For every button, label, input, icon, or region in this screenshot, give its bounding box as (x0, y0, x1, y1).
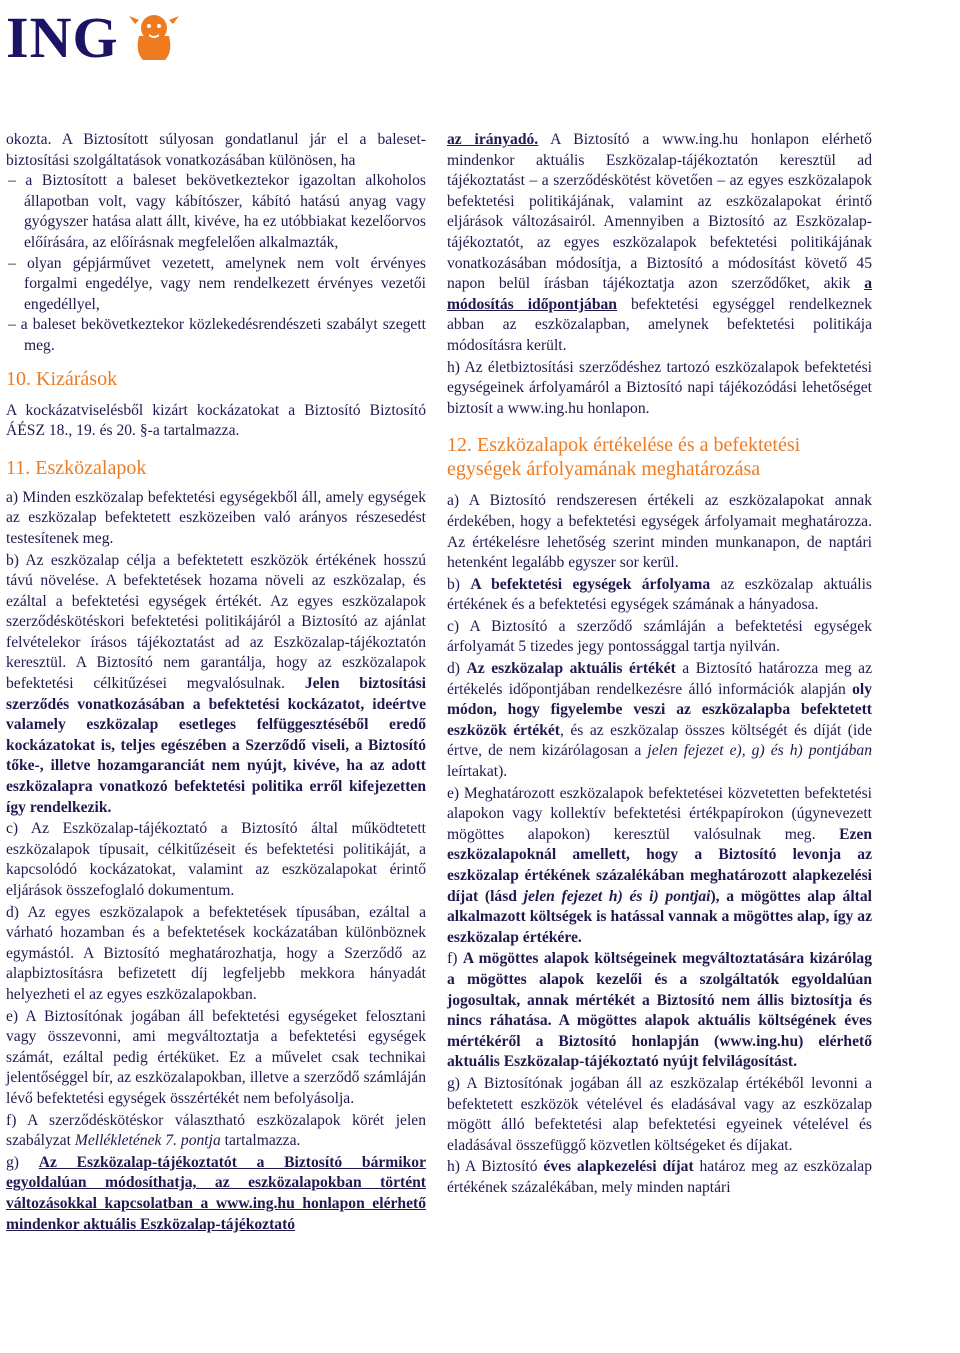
item-11g-label: g) (6, 1153, 39, 1171)
dash-item-3: – a baleset bekövetkeztekor közlekedésrendészeti szabályt szegett meg. (8, 316, 426, 354)
left-column (6, 130, 426, 1235)
item-12g: g) A Biztosítónak jogában áll az eszközalap értékéből levonni a befektetett eszközök vételével és eladásával vagy az eszközalap mögött álló befektetési alap befektetési egyeinek vételével és eladásával összefüggő közvetlen költségeket és díjakat. (447, 1074, 872, 1154)
section-10-text: A kockázatviselésből kizárt kockázatokat a Biztosító Biztosító ÁÉSZ 18., 19. és 20. §-a tartalmazza. (6, 401, 426, 440)
item-12d-label: d) (447, 660, 467, 678)
cont-text: A Biztosító a www.ing.hu honlapon elérhető mindenkor aktuális Eszközalap-tájékoztatón keresztül ad tájékoztatást – a szerződéskötést követően – az egyes eszközalapok befektetési politikájának, valamint az eszközalapokat érintő eljárások változásairól. Amennyiben a Biztosító az Eszközalap-tájékoztatót, az egyes eszközalapok befektetési politikájának vonatkozásában módosítja, a Biztosító a módosítást követő 45 napon belül írásban tájékoztatja azon szerződőket, akik (447, 131, 872, 293)
item-12d-bold-2: oly módon, hogy figyelembe veszi az eszközalapba befektetett eszközök értékét (447, 680, 872, 739)
item-12b-text: az eszközalap aktuális értékének és a befektetési egységek számának a hányadosa. (447, 575, 872, 614)
item-12h (447, 1157, 872, 1198)
item-12d (447, 659, 872, 783)
item-11e: e) A Biztosítónak jogában áll befektetési egységeket felosztani vagy összevonni, ami megváltoztatja a befektetési egységek számát, ezáltal pedig értéküket. Ez a művelet csak technikai jelentőséggel bír, az eszközalapokban, illetve a szerződő számláján lévő befektetési egységek összértékét nem befolyásolja. (6, 1007, 426, 1107)
item-12e (447, 784, 872, 949)
item-12a: a) A Biztosító rendszeresen értékeli az eszközalapokat annak érdekében, hogy a befektetési egységek árfolyamait meghatározza. Az értékelésre lehetőség szerint minden munkanapon, de naptári hetenként legalább egyszer sor kerül. (447, 492, 872, 572)
right-column (447, 130, 872, 1199)
item-12e-italic: jelen fejezet h) és i) pontjai (523, 887, 711, 905)
item-12d-text: a Biztosító határozza meg az értékelés időpontjában rendelkezésre álló információk alapján (447, 660, 872, 698)
item-11f-end: tartalmazza. (220, 1132, 301, 1150)
item-12e-bold: Ezen eszközalapoknál amellett, hogy a Biztosító levonja az eszközalap értékének százalékában meghatározott alapkezelési díjat (lásd (447, 825, 872, 905)
ing-logo (6, 4, 183, 72)
item-12d-italic: jelen fejezet e), g) és h) pontjában (647, 742, 873, 760)
section-10-heading: 10. Kizárások (6, 367, 118, 390)
item-12f-bold: A mögöttes alapok költségeinek megváltoztatására kizárólag a mögöttes alapok kezelői és a szolgáltatók egyoldalúan jogosultak, annak mértékét a Biztosító nem állis biztosítja és nincs ráhatása. A mögöttes alapok aktuális költségének éves mértékéről a Biztosító honlapján (www.ing.hu) elérhető aktuális Eszközalap-tájékoztató nyújt felvilágosítást. (447, 950, 872, 1071)
item-12h-text: h) A Biztosító (447, 1158, 544, 1176)
dash-item-1: – a Biztosított a baleset bekövetkeztekor igazoltan alkoholos állapotban volt, vagy kábítószer, kábító hatású anyag vagy gyógyszer hatása alatt állt, kivéve, ha ez utóbbiakat kezelőorvos előírására, az előírásnak megfelelően alkalmazták, (8, 172, 426, 251)
item-12b (447, 575, 872, 616)
item-11f (6, 1111, 426, 1152)
item-11g (6, 1153, 426, 1235)
item-12b-label: b) (447, 575, 471, 593)
item-12f (447, 949, 872, 1073)
lead-paragraph (6, 130, 426, 171)
item-11g-bold: Az Eszközalap-tájékoztatót a Biztosító bármikor egyoldalúan módosíthatja, az eszközalapokban történt változásokkal kapcsolatban a www.ing.hu honlapon elérhető mindenkor aktuális Eszközalap-tájékoztató (6, 1153, 427, 1233)
item-12b-bold: A befektetési egységek árfolyama (470, 575, 711, 593)
item-11b (6, 551, 426, 819)
item-11h: h) Az életbiztosítási szerződéshez tartozó eszközalapok befektetési egységeinek árfolyamáról a Biztosító napi tájékozódási lehetőséget biztosít a www.ing.hu honlapon. (447, 358, 872, 417)
item-12e-text: e) Meghatározott eszközalapok befektetései közvetetten befektetési alapokon vagy kollektív befektetési értékpapírokon (úgynevezett mögöttes alapokon) keresztül valósulnak meg. (447, 784, 872, 843)
item-11b-bold: Jelen biztosítási szerződés vonatkozásában a befektetési kockázatot, ideértve valamely eszközalap esetleges felfüggesztéséből eredő kockázatokat is, teljes egészében a Szerződő viseli, a Biztosító tőke-, illetve hozamgaranciát nem nyújt, kivéve, ha az adott eszközalapra vonatkozó befektetési politika erről kifejezetten így rendelkezik. (6, 675, 426, 816)
item-11f-text: f) A szerződéskötéskor választható eszközalapok körét jelen szabályzat (6, 1111, 426, 1150)
item-12h-bold: éves alapkezelési díjat (543, 1158, 694, 1176)
section-12-heading: 12. Eszközalapok értékelése és a befektetési egységek árfolyamának meghatározása (447, 434, 801, 481)
item-12e-bold-2: ), a mögöttes alap által alkalmazott költségek is hatással vannak a mögöttes alap, így az eszközalap értékére. (447, 887, 872, 946)
dash-item-2: – olyan gépjárművet vezetett, amelynek nem volt érvényes forgalmi engedélye, vagy nem rendelkezett érvényes vezetői engedéllyel, (8, 254, 426, 313)
item-11c: c) Az Eszközalap-tájékoztató a Biztosító által működtetett eszközalapok típusait, célkitűzéseit és befektetési politikáját, a kapcsolódó kockázatokat, valamint az eszközalapokat érintő eljárások összefoglaló dokumentum. (6, 820, 426, 899)
item-11f-italic: Mellékletének 7. pontja (74, 1132, 221, 1150)
item-11a: a) Minden eszközalap befektetési egységekből áll, amely egységek az eszközalap befektetett eszközeiben való arányos részesedést testesítenek meg. (6, 488, 426, 547)
item-11b-text: b) Az eszközalap célja a befektetett eszközök értékének hosszú távú növelése. A befektetések hozama növeli az eszközalap, és ezáltal a befektetési egységek értékét. Az egyes eszközalapok szerződéskötéskori befektetési politikájáról a Biztosító az ajánlat felvételekor írásos tájékoztatást ad az Eszközalap-tájékoztatón keresztül. A Biztosító nem garantálja, hogy az eszközalapok befektetési célkitűzései megvalósulnak. (6, 551, 426, 693)
item-12d-text-2: , és az eszközalap összes költségét és díját (ide értve, de nem kizárólagosan a (447, 721, 872, 760)
cont-bold-2: a módosítás időpontjában (447, 275, 872, 313)
section-11-heading: 11. Eszközalapok (6, 456, 147, 479)
item-12c: c) A Biztosító a szerződő számláján a befektetési egységek árfolyamát 5 tizedes jegy pontossággal tartja nyilván. (447, 617, 872, 656)
cont-text-2: befektetési egységgel rendelkeznek abban az eszközalapban, amelynek befektetési politikája módosításra került. (447, 295, 872, 354)
item-12d-end: leírtakat). (447, 763, 508, 781)
lead-b: A Biztosított súlyosan gondatlanul jár el a baleset-biztosítási szolgáltatások vonatkozásában különösen, ha (6, 131, 426, 169)
lead-a: okozta. (6, 131, 62, 148)
item-12h-end: határoz meg az eszközalap értékének százalékában, mely minden naptári (447, 1158, 872, 1196)
logo-text: ING (6, 5, 119, 70)
item-11d: d) Az egyes eszközalapok a befektetések típusában, ezáltal a várható hozamban és a befektetések kockázatában különböznek egymástól. A Biztosító meghatározhatja, hogy a Szerződő az alapbiztosításra befizetett díj legfeljebb mekkora hányadát helyezheti el az egyes eszközalapokban. (6, 903, 426, 1003)
lion-icon (125, 6, 183, 69)
cont-bold: az irányadó. (447, 131, 539, 148)
item-12d-bold: Az eszközalap aktuális értékét (466, 660, 676, 678)
item-11g-continued (447, 130, 872, 357)
item-12f-label: f) (447, 950, 463, 968)
